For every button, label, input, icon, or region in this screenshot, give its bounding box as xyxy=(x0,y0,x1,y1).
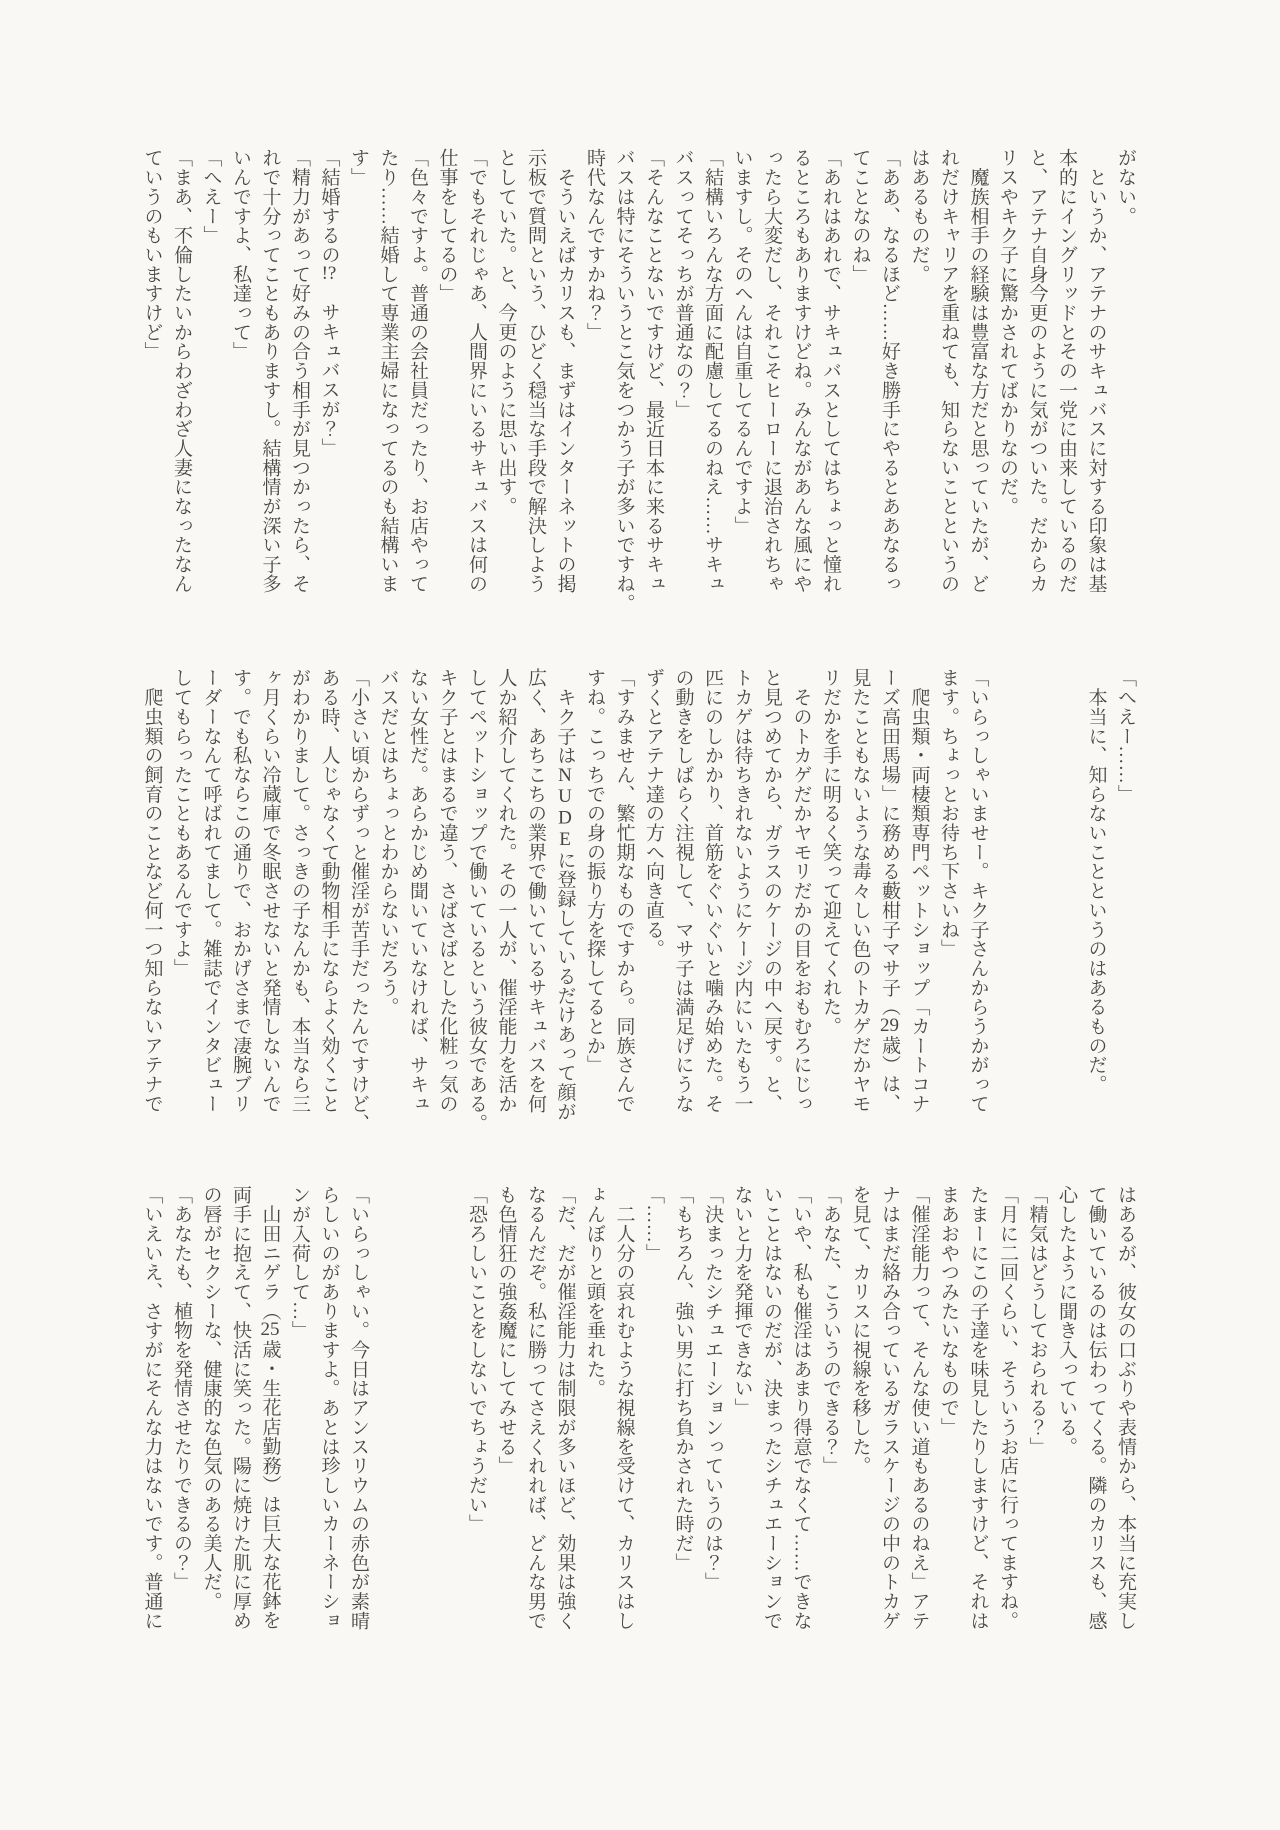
text-column: ーズ高田馬場」に務める藪柑子マサ子（29歳）は、 xyxy=(879,668,900,1113)
text-column: 広く、あちこちの業界で働いているサキュバスを何 xyxy=(525,668,546,1114)
text-column: るところもありますけどね。みんながあんな風にや xyxy=(790,148,812,594)
text-column: キク子とはまるで違う、さばさばとした化粧っ気の xyxy=(436,668,458,1114)
text-column: 「あれはあれで、サキュバスとしてはちょっと憧れ xyxy=(820,148,841,594)
text-column: リだかを手に明るく笑って迎えてくれた。 xyxy=(820,668,841,1036)
text-column: の唇がセクシーな、健康的な色気のある美人だ。 xyxy=(200,1185,222,1611)
tatechuyoko: 25 xyxy=(260,1320,280,1340)
text-column: 「いらっしゃい。今日はアンスリウムの赤色が素晴 xyxy=(348,1185,369,1631)
text-column: いことはないのだが、決まったシチュエーションで xyxy=(761,1185,782,1631)
text-column: 爬虫類の飼育のことなど何一つ知らないアテナで xyxy=(141,668,163,1114)
text-column: れだけキャリアを重ねても、知らないことというの xyxy=(938,148,959,594)
text-column: 「あなた、こういうのできる？」 xyxy=(820,1185,841,1476)
text-column: 「精気はどうしておられる？」 xyxy=(1026,1185,1048,1456)
text-column: 「催淫能力って、そんな使い道もあるのねえ」アテ xyxy=(908,1185,930,1631)
text-column: 見たこともないような毒々しい色のトカゲだかヤモ xyxy=(849,668,871,1114)
text-column: ンが入荷して…」 xyxy=(289,1185,310,1340)
text-column: 「あなたも、植物を発情させたりできるの？」 xyxy=(171,1185,192,1592)
text-column: はあるが、彼女の口ぶりや表情から、本当に充実し xyxy=(1115,1185,1136,1631)
text-column xyxy=(1052,668,1082,1138)
text-column: たまーにこの子達を味見したりしますけど、それは xyxy=(967,1185,989,1631)
text-column: 「そんなことないですけど、最近日本に来るサキュ xyxy=(643,148,664,594)
text-column: 「いらっしゃいませー。キク子さんからうかがって xyxy=(967,668,989,1114)
text-band-bottom xyxy=(136,1185,1140,1655)
tatechuyoko: 29 xyxy=(880,1016,899,1036)
text-column: 山田ニゲラ（25歳・生花店勤務）は巨大な花鉢を xyxy=(259,1185,281,1630)
text-column: 「決まったシチュエーションっていうのは？」 xyxy=(702,1185,723,1592)
text-column: トカゲは待ちきれないようにケージ内にいたもう一 xyxy=(731,668,753,1114)
text-column: ったら大変だし、それこそヒーローに退治されちゃ xyxy=(761,148,782,594)
text-column: と、アテナ自身今更のように気がついた。だからカ xyxy=(1026,148,1048,594)
tatechuyoko: !? xyxy=(321,264,337,284)
text-column: 「へえー」 xyxy=(200,148,222,245)
text-column: ていうのもいますけど」 xyxy=(141,148,163,361)
text-column: 爬虫類・両棲類専門ペットショップ「カートコナ xyxy=(908,668,930,1114)
text-column: 「だ、だが催淫能力は制限が多いほど、効果は強く xyxy=(554,1185,576,1631)
text-column: 「でもそれじゃあ、人間界にいるサキュバスは何の xyxy=(466,148,487,594)
text-column: 「恐ろしいことをしないでちょうだい」 xyxy=(466,1185,487,1534)
text-column: 「色々ですよ。普通の会社員だったり、お店やって xyxy=(407,148,428,594)
text-column: ある時、人じゃなくて動物相手にならよく効くこと xyxy=(318,668,340,1114)
text-column: 仕事をしてるの」 xyxy=(436,148,458,303)
text-column: ナはまだ絡み合っているガラスケージの中のトカゲ xyxy=(879,1185,900,1631)
text-column: 「すみません、繁忙期なものですから。同族さんで xyxy=(613,668,635,1114)
text-column: してペットショップで働いているという彼女である。 xyxy=(466,668,487,1133)
text-column: 本当に、知らないことというのはあるものだ。 xyxy=(1085,668,1107,1094)
text-column: す。でも私ならこの通りで、おかげさまで凄腕ブリ xyxy=(230,668,251,1114)
text-column: 両手に抱えて、快活に笑った。陽に焼けた肌に厚め xyxy=(230,1185,251,1631)
text-column: すね。こっちでの身の振り方を探してるとか」 xyxy=(584,668,605,1075)
text-column: そういえばカリスも、まずはインターネットの掲 xyxy=(554,148,576,594)
text-column: というか、アテナのサキュバスに対する印象は基 xyxy=(1085,148,1107,594)
text-column: 心したように聞き入っている。 xyxy=(1056,1185,1077,1456)
text-column: 魔族相手の経験は豊富な方だと思っていたが、ど xyxy=(967,148,989,594)
text-column: ヶ月くらい冷蔵庫で冬眠させないと発情しないんで xyxy=(259,668,281,1114)
text-column: らしいのがありますよ。あとは珍しいカーネーショ xyxy=(318,1185,340,1631)
text-column: ないと力を発揮できない」 xyxy=(731,1185,753,1418)
text-column: 「結婚するの!? サキュバスが？」 xyxy=(318,148,340,458)
text-band-middle xyxy=(136,668,1140,1138)
text-column: 「月に二回くらい、そういうお店に行ってますね。 xyxy=(997,1185,1018,1631)
latin-upright: NUDE xyxy=(554,764,576,851)
text-column xyxy=(1022,668,1052,1138)
text-column: 時代なんですかね？」 xyxy=(584,148,605,342)
text-column: してもらったこともあるんですよ」 xyxy=(171,668,192,978)
text-column: なるんだぞ。私に勝ってさえくれれば、どんな男で xyxy=(525,1185,546,1631)
text-band-top xyxy=(136,148,1140,618)
text-column: そのトカゲだかヤモリだかの目をおもむろにじっ xyxy=(790,668,812,1114)
text-column: バスは特にそういうとこ気をつかう子が多いですね。 xyxy=(613,148,635,613)
text-column: まあおやつみたいなもので」 xyxy=(938,1185,959,1437)
text-column: 匹にのしかかり、首筋をぐいぐいと噛み始めた。そ xyxy=(702,668,723,1114)
text-column: 「いえいえ、さすがにそんな力はないです。普通に xyxy=(141,1185,163,1631)
text-column: 「精力があって好みの合う相手が見つかったら、そ xyxy=(289,148,310,594)
text-column: す」 xyxy=(348,148,369,187)
text-column: 「もちろん、強い男に打ち負かされた時だ」 xyxy=(672,1185,694,1572)
text-column: 「へえー……」 xyxy=(1115,668,1136,804)
text-column: を見て、カリスに視線を移した。 xyxy=(849,1185,871,1476)
text-column: 人か紹介してくれた。その一人が、催淫能力を活か xyxy=(495,668,517,1114)
text-column: はあるものだ。 xyxy=(908,148,930,284)
text-column: 「いや、私も催淫はあまり得意でなくて……できな xyxy=(790,1185,812,1631)
text-column: バスってそっちが普通なの？」 xyxy=(672,148,694,419)
text-column: 「結構いろんな方面に配慮してるのねえ……サキュ xyxy=(702,148,723,594)
text-column xyxy=(403,1185,433,1655)
text-column: ょんぼりと頭を垂れた。 xyxy=(584,1185,605,1398)
text-column: がわかりまして。さっきの子なんかも、本当なら三 xyxy=(289,668,310,1114)
text-column: がない。 xyxy=(1115,148,1136,226)
text-column: キク子はNUDEに登録しているだけあって顔が xyxy=(554,668,576,1122)
text-column: ない女性だ。あらかじめ聞いていなければ、サキュ xyxy=(407,668,428,1114)
text-column: 「ああ、なるほど……好き勝手にやるとああなるっ xyxy=(879,148,900,594)
text-column xyxy=(373,1185,403,1655)
text-column: 「小さい頃からずっと催淫が苦手だったんですけど、 xyxy=(348,668,369,1133)
text-column: 本的にイングリッドとその一党に由来しているのだ xyxy=(1056,148,1077,594)
text-column: て働いているのは伝わってくる。隣のカリスも、感 xyxy=(1085,1185,1107,1631)
text-column: も色情狂の強姦魔にしてみせる」 xyxy=(495,1185,517,1476)
text-column xyxy=(432,1185,462,1655)
text-column: たり……結婚して専業主婦になってるのも結構いま xyxy=(377,148,399,594)
text-column: いんですよ、私達って」 xyxy=(230,148,251,361)
text-column: としていた。と、今更のように思い出す。 xyxy=(495,148,517,516)
text-column: いますし。そのへんは自重してるんですよ」 xyxy=(731,148,753,535)
text-column: 示板で質問という、ひどく穏当な手段で解決しよう xyxy=(525,148,546,594)
text-column xyxy=(993,668,1023,1138)
text-column: 「……」 xyxy=(643,1185,664,1263)
text-column: てことなのね」 xyxy=(849,148,871,284)
text-column: れで十分ってこともありますし。結構情が深い子多 xyxy=(259,148,281,594)
text-column: ーダーなんて呼ばれてまして。雑誌でインタビュー xyxy=(200,668,222,1114)
text-column: と見つめてから、ガラスのケージの中へ戻す。と、 xyxy=(761,668,782,1114)
text-column: バスだとはちょっとわからないだろう。 xyxy=(377,668,399,1017)
text-column: 二人分の哀れむような視線を受けて、カリスはし xyxy=(613,1185,635,1631)
text-column: の動きをしばらく注視して、マサ子は満足げにうな xyxy=(672,668,694,1114)
text-column: ずくとアテナ達の方へ向き直る。 xyxy=(643,668,664,959)
text-column: リスやキク子に驚かされてばかりなのだ。 xyxy=(997,148,1018,516)
text-column: 「まあ、不倫したいからわざわざ人妻になったなん xyxy=(171,148,192,594)
text-column: ます。ちょっとお待ち下さいね」 xyxy=(938,668,959,959)
